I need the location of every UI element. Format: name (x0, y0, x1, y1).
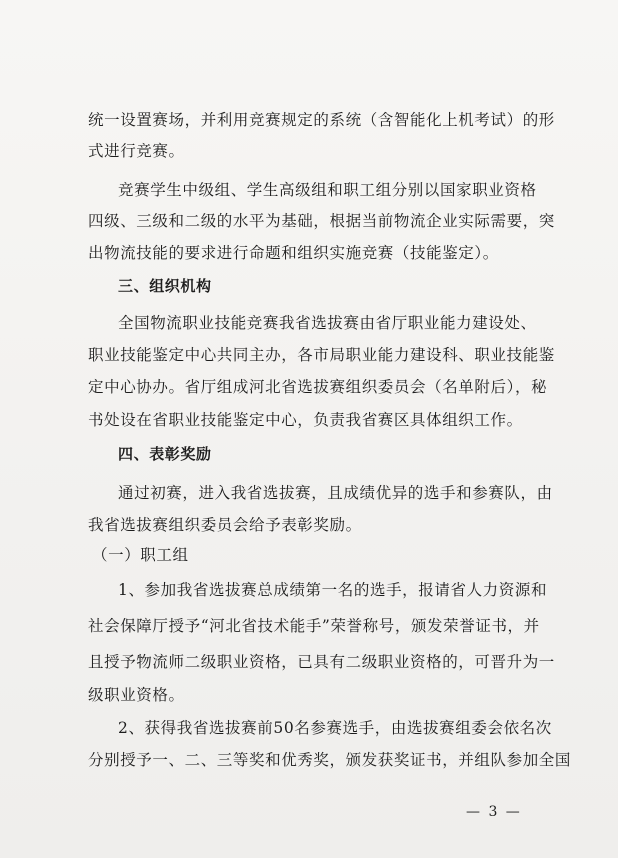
section-heading: 四、表彰奖励 (118, 445, 212, 463)
text-line: 我省选拔赛组织委员会给予表彰奖励。 (88, 516, 362, 534)
text-line: 1、参加我省选拔赛总成绩第一名的选手，报请省人力资源和 (118, 581, 548, 599)
text-line: 书处设在省职业技能鉴定中心，负责我省赛区具体组织工作。 (88, 411, 523, 429)
text-line: 式进行竞赛。 (88, 142, 185, 160)
text-line: 社会保障厅授予“河北省技术能手”荣誉称号，颁发荣誉证书，并 (88, 617, 540, 635)
subsection-heading: （一）职工组 (92, 546, 189, 564)
text-line: 且授予物流师二级职业资格，已具有二级职业资格的，可晋升为一 (88, 653, 555, 671)
text-line: 级职业资格。 (88, 686, 185, 704)
text-line: 定中心协办。省厅组成河北省选拔赛组织委员会（名单附后），秘 (88, 378, 548, 396)
text-line: 职业技能鉴定中心共同主办，各市局职业能力建设科、职业技能鉴 (88, 346, 555, 364)
text-line: 2、获得我省选拔赛前50名参赛选手，由选拔赛组委会依名次 (118, 719, 552, 737)
section-heading: 三、组织机构 (118, 277, 212, 295)
text-line: 统一设置赛场，并利用竞赛规定的系统（含智能化上机考试）的形 (88, 111, 555, 129)
text-line: 四级、三级和二级的水平为基础，根据当前物流企业实际需要，突 (88, 212, 555, 230)
text-line: 竞赛学生中级组、学生高级组和职工组分别以国家职业资格 (118, 181, 537, 199)
text-line: 通过初赛，进入我省选拔赛，且成绩优异的选手和参赛队，由 (118, 484, 553, 502)
text-line: 全国物流职业技能竞赛我省选拔赛由省厅职业能力建设处、 (118, 314, 537, 332)
page-number: — 3 — (466, 804, 522, 820)
text-line: 出物流技能的要求进行命题和组织实施竞赛（技能鉴定）。 (88, 244, 499, 262)
text-line: 分别授予一、二、三等奖和优秀奖，颁发获奖证书，并组队参加全国 (88, 751, 572, 769)
